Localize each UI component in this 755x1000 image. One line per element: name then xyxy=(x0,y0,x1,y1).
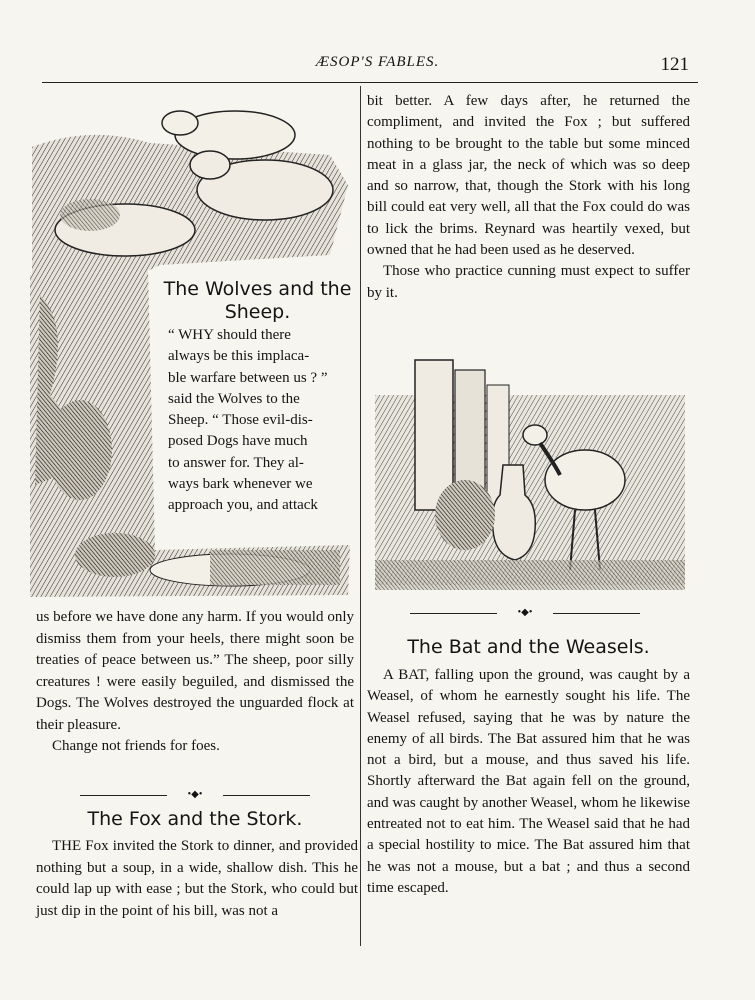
text-line: said the Wolves to the xyxy=(168,390,300,407)
section-ornament: •◆• xyxy=(80,790,310,800)
fox-stork-text xyxy=(36,836,358,922)
text-line: to answer for. They al- xyxy=(168,454,304,471)
text-line: always be this implaca- xyxy=(168,348,310,365)
bat-first-word: A BAT, xyxy=(383,667,430,683)
text-line: ble warfare between us ? ” xyxy=(168,369,328,386)
bat-weasels-title: The Bat and the Weasels. xyxy=(407,636,650,658)
column-divider xyxy=(360,86,361,946)
bat-body: falling upon the ground, was caught by a Weasel, of whom he earnestly sought his life. The Weasel refused, saying that he was by nature the enemy of all birds. The Bat assured him that he was not a bird, but a mouse, and thus saved his life. Shortly afterward the Bat again fell on the ground, and was caught by another Weasel, whom he likewise entreated not to eat him. The Weasel said that he had a special hostility to mice. The Bat assured him that he was not a mouse, but a bat ; and thus a second time escaped. xyxy=(367,667,691,896)
wolves-moral: Change not friends for foes. xyxy=(52,738,220,754)
section-ornament: •◆• xyxy=(410,608,640,618)
fox-body: Fox invited the Stork to dinner, and provided nothing but a soup, in a wide, shallow dish. This he could lap up with ease ; but the Stork, who could but just dip in the point of his bill, was not a xyxy=(36,838,358,919)
fox-stork-title: The Fox and the Stork. xyxy=(87,808,303,830)
page-number: 121 xyxy=(660,54,689,75)
wolves-continuation-text: us before we have done any harm. If you would only dismiss them from your heels, there might soon be treaties of peace between us.” The sheep, poor silly creatures ! were easily beguiled, and dismissed the Dogs. The Wolves destroyed the unguarded flock at their pleasure. xyxy=(36,609,354,733)
fox-first-word: THE xyxy=(52,838,82,854)
wolves-sheep-title: The Wolves and the Sheep. xyxy=(163,278,352,323)
text-line: Sheep. “ Those evil-dis- xyxy=(168,412,313,429)
header-rule xyxy=(42,82,698,83)
fox-stork-continued xyxy=(367,91,690,304)
text-line: approach you, and attack xyxy=(168,497,318,514)
bat-weasels-text xyxy=(367,665,690,899)
text-line: posed Dogs have much xyxy=(168,433,308,450)
text-line: ways bark whenever we xyxy=(168,476,313,493)
fox-stork-illustration xyxy=(375,355,685,595)
wolves-continuation xyxy=(36,607,354,758)
text-line: “ WHY should there xyxy=(168,327,291,343)
running-title: ÆSOP'S FABLES. xyxy=(315,54,440,70)
fox-continued-text: bit better. A few days after, he returned the compliment, and invited the Fox ; but suffered nothing to be brought to the table but some minced meat in a glass jar, the neck of which was so deep and so narrow, that, though the Stork with his long bill could eat very well, all that the Fox could do was to lick the brims. Reynard was heartily vexed, but owned that he had been used as he deserved. xyxy=(367,93,690,259)
wolves-wrapped-text xyxy=(168,325,358,517)
fox-moral: Those who practice cunning must expect to suffer by it. xyxy=(367,263,690,301)
